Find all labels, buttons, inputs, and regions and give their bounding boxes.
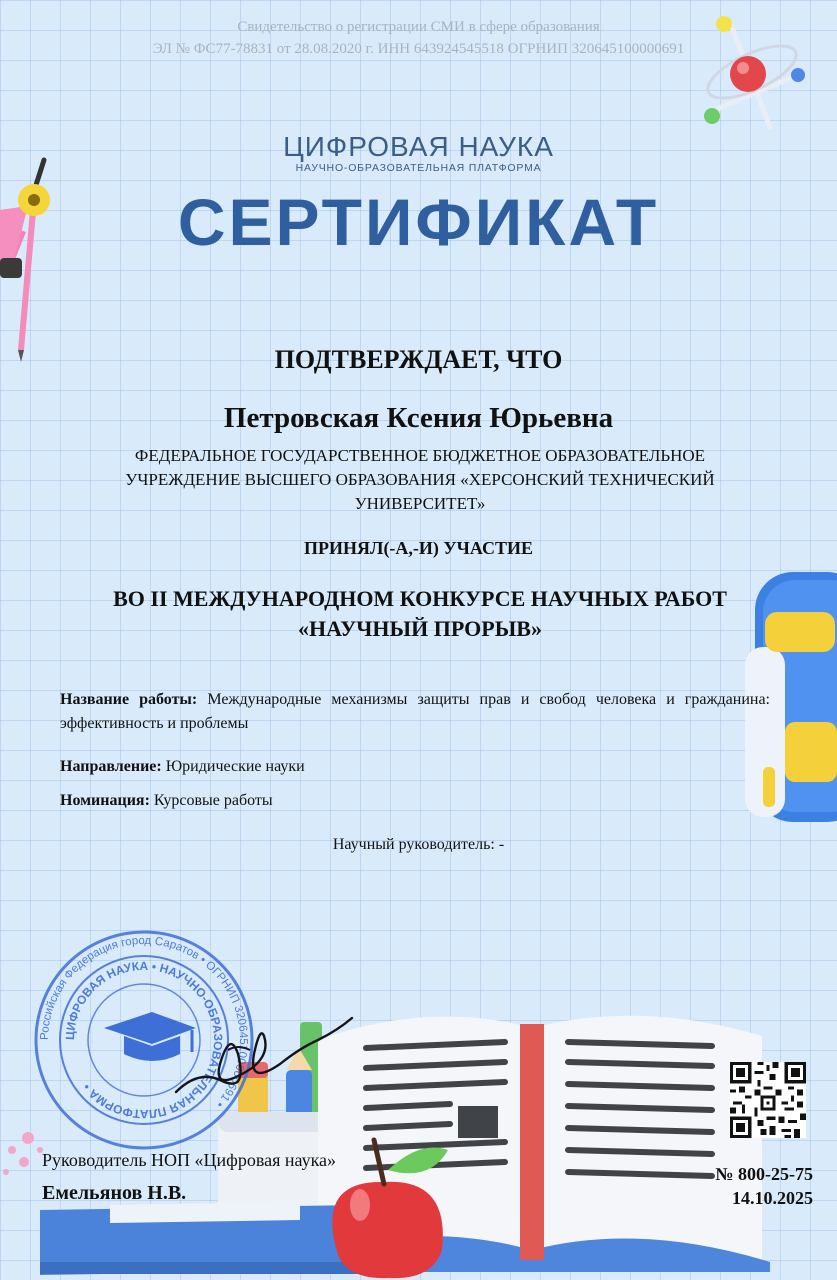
certificate-number: № 800-25-75	[715, 1164, 813, 1184]
direction-field	[60, 755, 770, 779]
certificate-title: СЕРТИФИКАТ	[177, 185, 660, 259]
signature	[168, 1010, 358, 1110]
head-position: Руководитель НОП «Цифровая наука»	[42, 1150, 337, 1170]
work-title-label: Название работы:	[60, 691, 198, 708]
stamp-inner-text: ЦИФРОВАЯ НАУКА • НАУЧНО-ОБРАЗОВАТЕЛЬНАЯ ПЛАТФОРМА •	[62, 958, 226, 1122]
registration-line-2: ЭЛ № ФС77-78831 от 28.08.2020 г. ИНН 643924545518 ОГРНИП 320645100000691	[152, 41, 685, 57]
head-name: Емельянов Н.В.	[42, 1182, 187, 1204]
contest-line-2: «НАУЧНЫЙ ПРОРЫВ»	[298, 616, 542, 641]
atom-icon	[700, 12, 810, 132]
nomination-field	[60, 789, 770, 813]
organization-name: ФЕДЕРАЛЬНОЕ ГОСУДАРСТВЕННОЕ БЮДЖЕТНОЕ ОБРАЗОВАТЕЛЬНОЕ УЧРЕЖДЕНИЕ ВЫСШЕГО ОБРАЗОВАНИЯ «ХЕРСОНСКИЙ ТЕХНИЧЕСКИЙ УНИВЕРСИТЕТ»	[125, 446, 715, 513]
stamp-outer-text: Российская Федерация город Саратов • ОГРНИП 320645100000691 •	[38, 934, 250, 1110]
brand-logo	[0, 132, 837, 174]
confirms-text: ПОДТВЕРЖДАЕТ, ЧТО	[274, 345, 563, 374]
nomination-label: Номинация:	[60, 792, 150, 809]
certificate-number-block	[715, 1162, 813, 1210]
certificate-date: 14.10.2025	[732, 1188, 813, 1208]
contest-line-1: ВО II МЕЖДУНАРОДНОМ КОНКУРСЕ НАУЧНЫХ РАБОТ	[113, 586, 727, 611]
closed-book-icon	[40, 1202, 360, 1275]
direction-label: Направление:	[60, 758, 162, 775]
direction-value: Юридические науки	[165, 758, 305, 775]
brand-name: ЦИФРОВАЯ НАУКА	[283, 131, 554, 162]
person-name: Петровская Ксения Юрьевна	[223, 402, 614, 434]
contest-name	[60, 584, 780, 644]
work-title-value: Международные механизмы защиты прав и свобод человека и гражданина: эффективность и проблемы	[60, 691, 771, 732]
qr-code	[730, 1062, 806, 1138]
participation-text: ПРИНЯЛ(-А,-И) УЧАСТИЕ	[304, 538, 533, 558]
brand-subtitle: НАУЧНО-ОБРАЗОВАТЕЛЬНАЯ ПЛАТФОРМА	[295, 162, 542, 174]
nomination-value: Курсовые работы	[153, 792, 273, 809]
supervisor-field: Научный руководитель: -	[332, 836, 505, 853]
registration-line-1: Свидетельство о регистрации СМИ в сфере образования	[237, 19, 600, 35]
work-title-field	[60, 688, 770, 736]
